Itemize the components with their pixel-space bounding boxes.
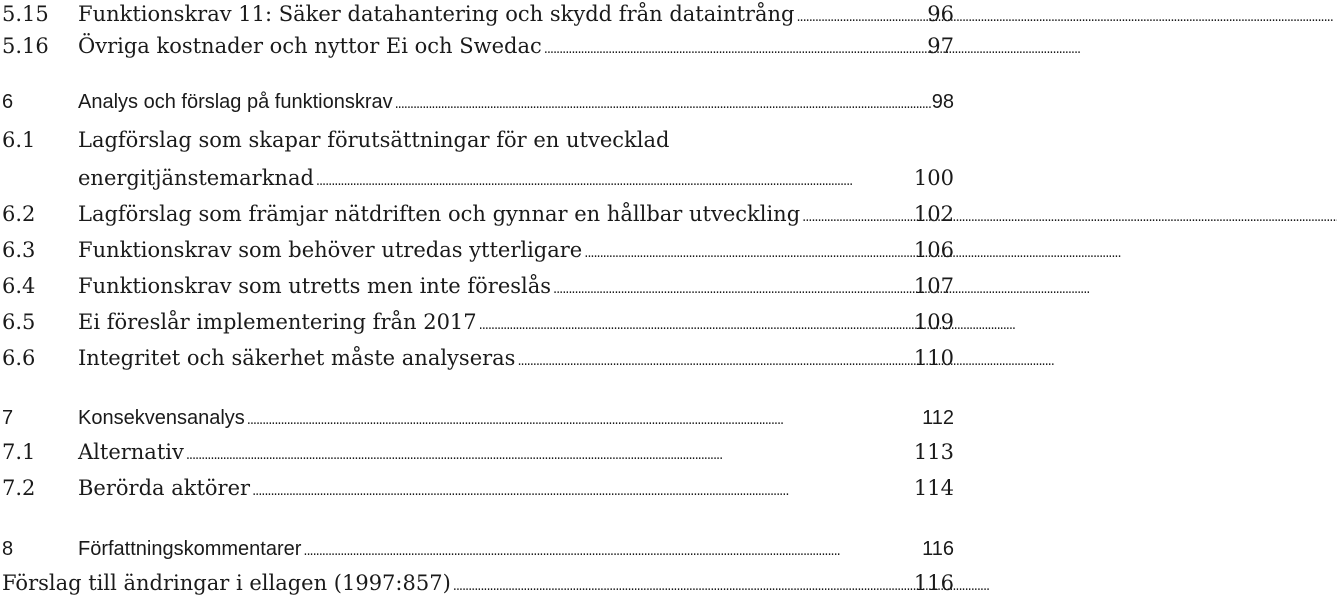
- toc-entry-number: 7.1: [2, 440, 36, 464]
- toc-dot-leader: [584, 234, 910, 270]
- toc-entry-number: 5.15: [2, 2, 49, 26]
- toc-dot-leader: [479, 306, 910, 342]
- toc-entry[interactable]: [2, 270, 954, 302]
- toc-entry[interactable]: [2, 0, 954, 30]
- toc-entry-number: 7: [2, 407, 14, 429]
- toc-entry[interactable]: [2, 436, 954, 468]
- toc-entry-title: Funktionskrav som utretts men inte föreslås: [78, 274, 552, 298]
- toc-entry-title: Förslag till ändringar i ellagen (1997:857): [2, 571, 451, 595]
- toc-dot-leader: [553, 270, 910, 306]
- toc-entry-page: 114: [913, 476, 954, 500]
- toc-entry-page: 100: [913, 166, 954, 190]
- toc-chapter-entry[interactable]: [2, 402, 954, 434]
- toc-entry-title: Integritet och säkerhet måste analyseras: [78, 346, 516, 370]
- toc-entry-number: 6.2: [2, 202, 36, 226]
- toc-dot-leader: [802, 198, 910, 234]
- toc-entry-title: Funktionskrav som behöver utredas ytterligare: [78, 238, 583, 262]
- toc-chapter-entry[interactable]: [2, 533, 954, 565]
- toc-entry-number: 8: [2, 538, 14, 560]
- toc-entry[interactable]: [2, 124, 954, 156]
- toc-dot-leader: [544, 30, 924, 66]
- toc-entry[interactable]: [2, 342, 954, 374]
- toc-entry-page: 96: [927, 2, 954, 26]
- toc-dot-leader: [247, 402, 918, 437]
- toc-entry-title: energitjänstemarknad: [78, 166, 314, 190]
- toc-entry-number: 6.3: [2, 238, 36, 262]
- toc-entry-title: Berörda aktörer: [78, 476, 251, 500]
- toc-entry-title: Författningskommentarer: [78, 538, 302, 560]
- toc-entry-number: 6.5: [2, 310, 36, 334]
- toc-entry-number: 6.6: [2, 346, 36, 370]
- toc-entry-title: Lagförslag som skapar förutsättningar för en utvecklad: [78, 128, 670, 152]
- toc-entry-page: 107: [913, 274, 954, 298]
- toc-entry-number: 6.4: [2, 274, 36, 298]
- toc-entry-page: 116: [913, 571, 954, 595]
- toc-dot-leader: [796, 0, 923, 34]
- toc-entry-page: 113: [913, 440, 954, 464]
- toc-entry-page: 112: [922, 407, 954, 429]
- toc-entry-number: 6: [2, 91, 14, 113]
- toc-entry-number: 7.2: [2, 476, 36, 500]
- toc-entry[interactable]: [2, 567, 954, 599]
- toc-entry-page: 102: [913, 202, 954, 226]
- toc-entry-page: 98: [931, 91, 954, 113]
- toc-entry[interactable]: [2, 30, 954, 62]
- toc-dot-leader: [517, 342, 909, 378]
- toc-entry[interactable]: [2, 234, 954, 266]
- toc-entry-number: 5.16: [2, 34, 49, 58]
- toc-dot-leader: [252, 472, 910, 508]
- toc-entry-title: Alternativ: [78, 440, 184, 464]
- toc-entry-continuation[interactable]: [2, 162, 954, 194]
- toc-dot-leader: [453, 567, 910, 603]
- toc-dot-leader: [186, 436, 910, 472]
- toc-dot-leader: [303, 533, 918, 568]
- toc-entry-page: 116: [922, 538, 954, 560]
- toc-entry[interactable]: [2, 306, 954, 338]
- toc-entry-title: Lagförslag som främjar nätdriften och gynnar en hållbar utveckling: [78, 202, 801, 226]
- toc-chapter-entry[interactable]: [2, 86, 954, 118]
- toc-entry-page: 110: [913, 346, 954, 370]
- toc-entry-page: 97: [927, 34, 954, 58]
- toc-entry-title: Analys och förslag på funktionskrav: [78, 91, 393, 113]
- toc-entry[interactable]: [2, 472, 954, 504]
- toc-entry-title: Funktionskrav 11: Säker datahantering och skydd från dataintrång: [78, 2, 795, 26]
- toc-entry-title: Övriga kostnader och nyttor Ei och Swedac: [78, 34, 542, 58]
- toc-entry-number: 6.1: [2, 128, 36, 152]
- toc-dot-leader: [395, 86, 928, 121]
- toc-entry-page: 109: [913, 310, 954, 334]
- toc-entry-page: 106: [913, 238, 954, 262]
- toc-entry-title: Ei föreslår implementering från 2017: [78, 310, 477, 334]
- toc-entry[interactable]: [2, 198, 954, 230]
- toc-dot-leader: [316, 162, 910, 198]
- toc-entry-title: Konsekvensanalys: [78, 407, 245, 429]
